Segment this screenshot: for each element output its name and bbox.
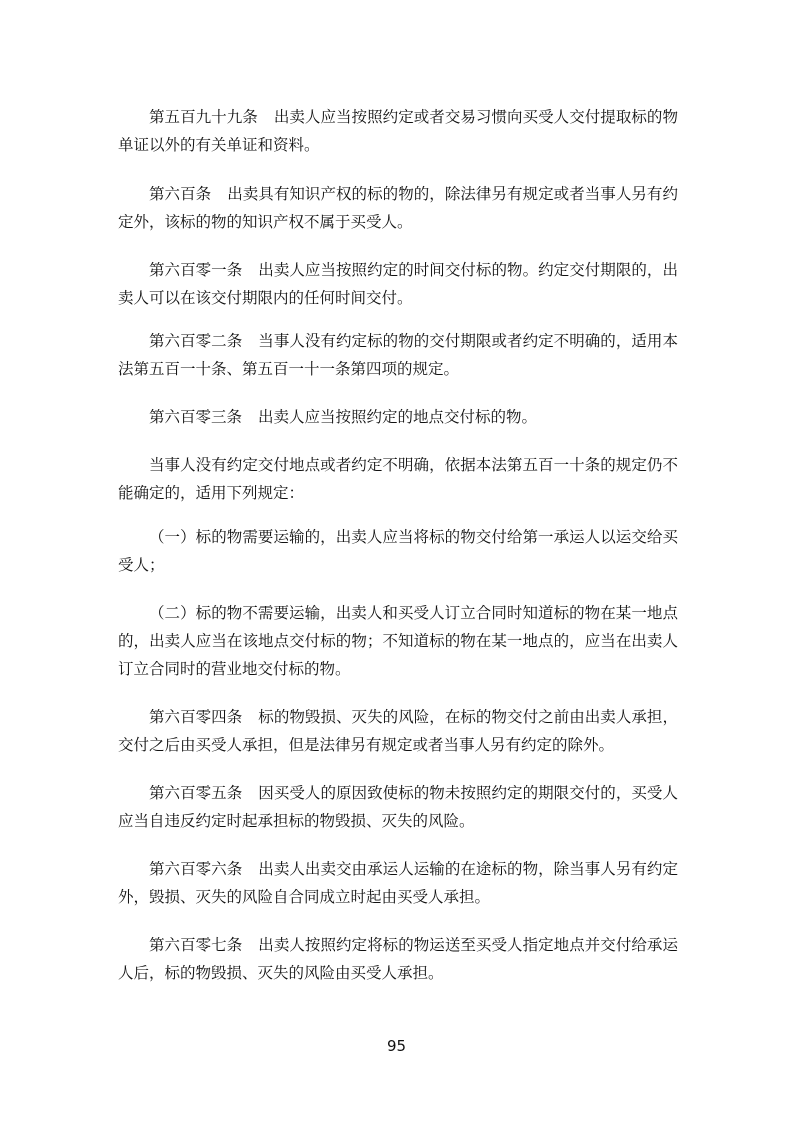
article-number: 第六百零六条 <box>149 860 243 878</box>
article-number: 第六百零一条 <box>149 261 243 279</box>
paragraph-article-600 <box>118 180 678 236</box>
paragraph-item-2 <box>118 599 678 683</box>
paragraph-article-606 <box>118 855 678 911</box>
article-text: 因买受人的原因致使标的物未按照约定的期限交付的，买受人应当自违反约定时起承担标的物毁损、灭失的风险。 <box>118 784 678 830</box>
article-number: 第六百零五条 <box>149 784 243 802</box>
paragraph-delivery-place <box>118 451 678 507</box>
paragraph-article-604 <box>118 703 678 759</box>
article-text: 出卖人按照约定将标的物运送至买受人指定地点并交付给承运人后，标的物毁损、灭失的风险由买受人承担。 <box>118 936 678 982</box>
paragraph-article-602 <box>118 327 678 383</box>
article-text: 出卖具有知识产权的标的物的，除法律另有规定或者当事人另有约定外，该标的物的知识产权不属于买受人。 <box>118 185 678 231</box>
paragraph-text: （一）标的物需要运输的，出卖人应当将标的物交付给第一承运人以运交给买受人； <box>118 528 678 574</box>
page-number: 95 <box>386 1037 407 1055</box>
paragraph-article-601 <box>118 256 678 312</box>
article-text: 当事人没有约定标的物的交付期限或者约定不明确的，适用本法第五百一十条、第五百一十一条第四项的规定。 <box>118 332 678 378</box>
article-number: 第六百零七条 <box>149 936 243 954</box>
article-text: 出卖人出卖交由承运人运输的在途标的物，除当事人另有约定外，毁损、灭失的风险自合同成立时起由买受人承担。 <box>118 860 678 906</box>
article-number: 第六百条 <box>149 185 212 203</box>
paragraph-article-599 <box>118 103 678 159</box>
article-text: 标的物毁损、灭失的风险，在标的物交付之前由出卖人承担，交付之后由买受人承担，但是法律另有规定或者当事人另有约定的除外。 <box>118 708 678 754</box>
paragraph-article-605 <box>118 779 678 835</box>
article-text: 出卖人应当按照约定的地点交付标的物。 <box>258 408 538 426</box>
article-text: 出卖人应当按照约定的时间交付标的物。约定交付期限的，出卖人可以在该交付期限内的任何时间交付。 <box>118 261 678 307</box>
paragraph-item-1 <box>118 523 678 579</box>
paragraph-text: （二）标的物不需要运输，出卖人和买受人订立合同时知道标的物在某一地点的，出卖人应当在该地点交付标的物；不知道标的物在某一地点的，应当在出卖人订立合同时的营业地交付标的物。 <box>118 604 678 678</box>
article-number: 第六百零三条 <box>149 408 243 426</box>
article-number: 第五百九十九条 <box>149 108 258 126</box>
article-number: 第六百零二条 <box>149 332 243 350</box>
paragraph-article-607 <box>118 931 678 987</box>
article-number: 第六百零四条 <box>149 708 243 726</box>
paragraph-article-603 <box>118 403 678 431</box>
article-text: 出卖人应当按照约定或者交易习惯向买受人交付提取标的物单证以外的有关单证和资料。 <box>118 108 678 154</box>
paragraph-text: 当事人没有约定交付地点或者约定不明确，依据本法第五百一十条的规定仍不能确定的，适用下列规定： <box>118 456 678 502</box>
